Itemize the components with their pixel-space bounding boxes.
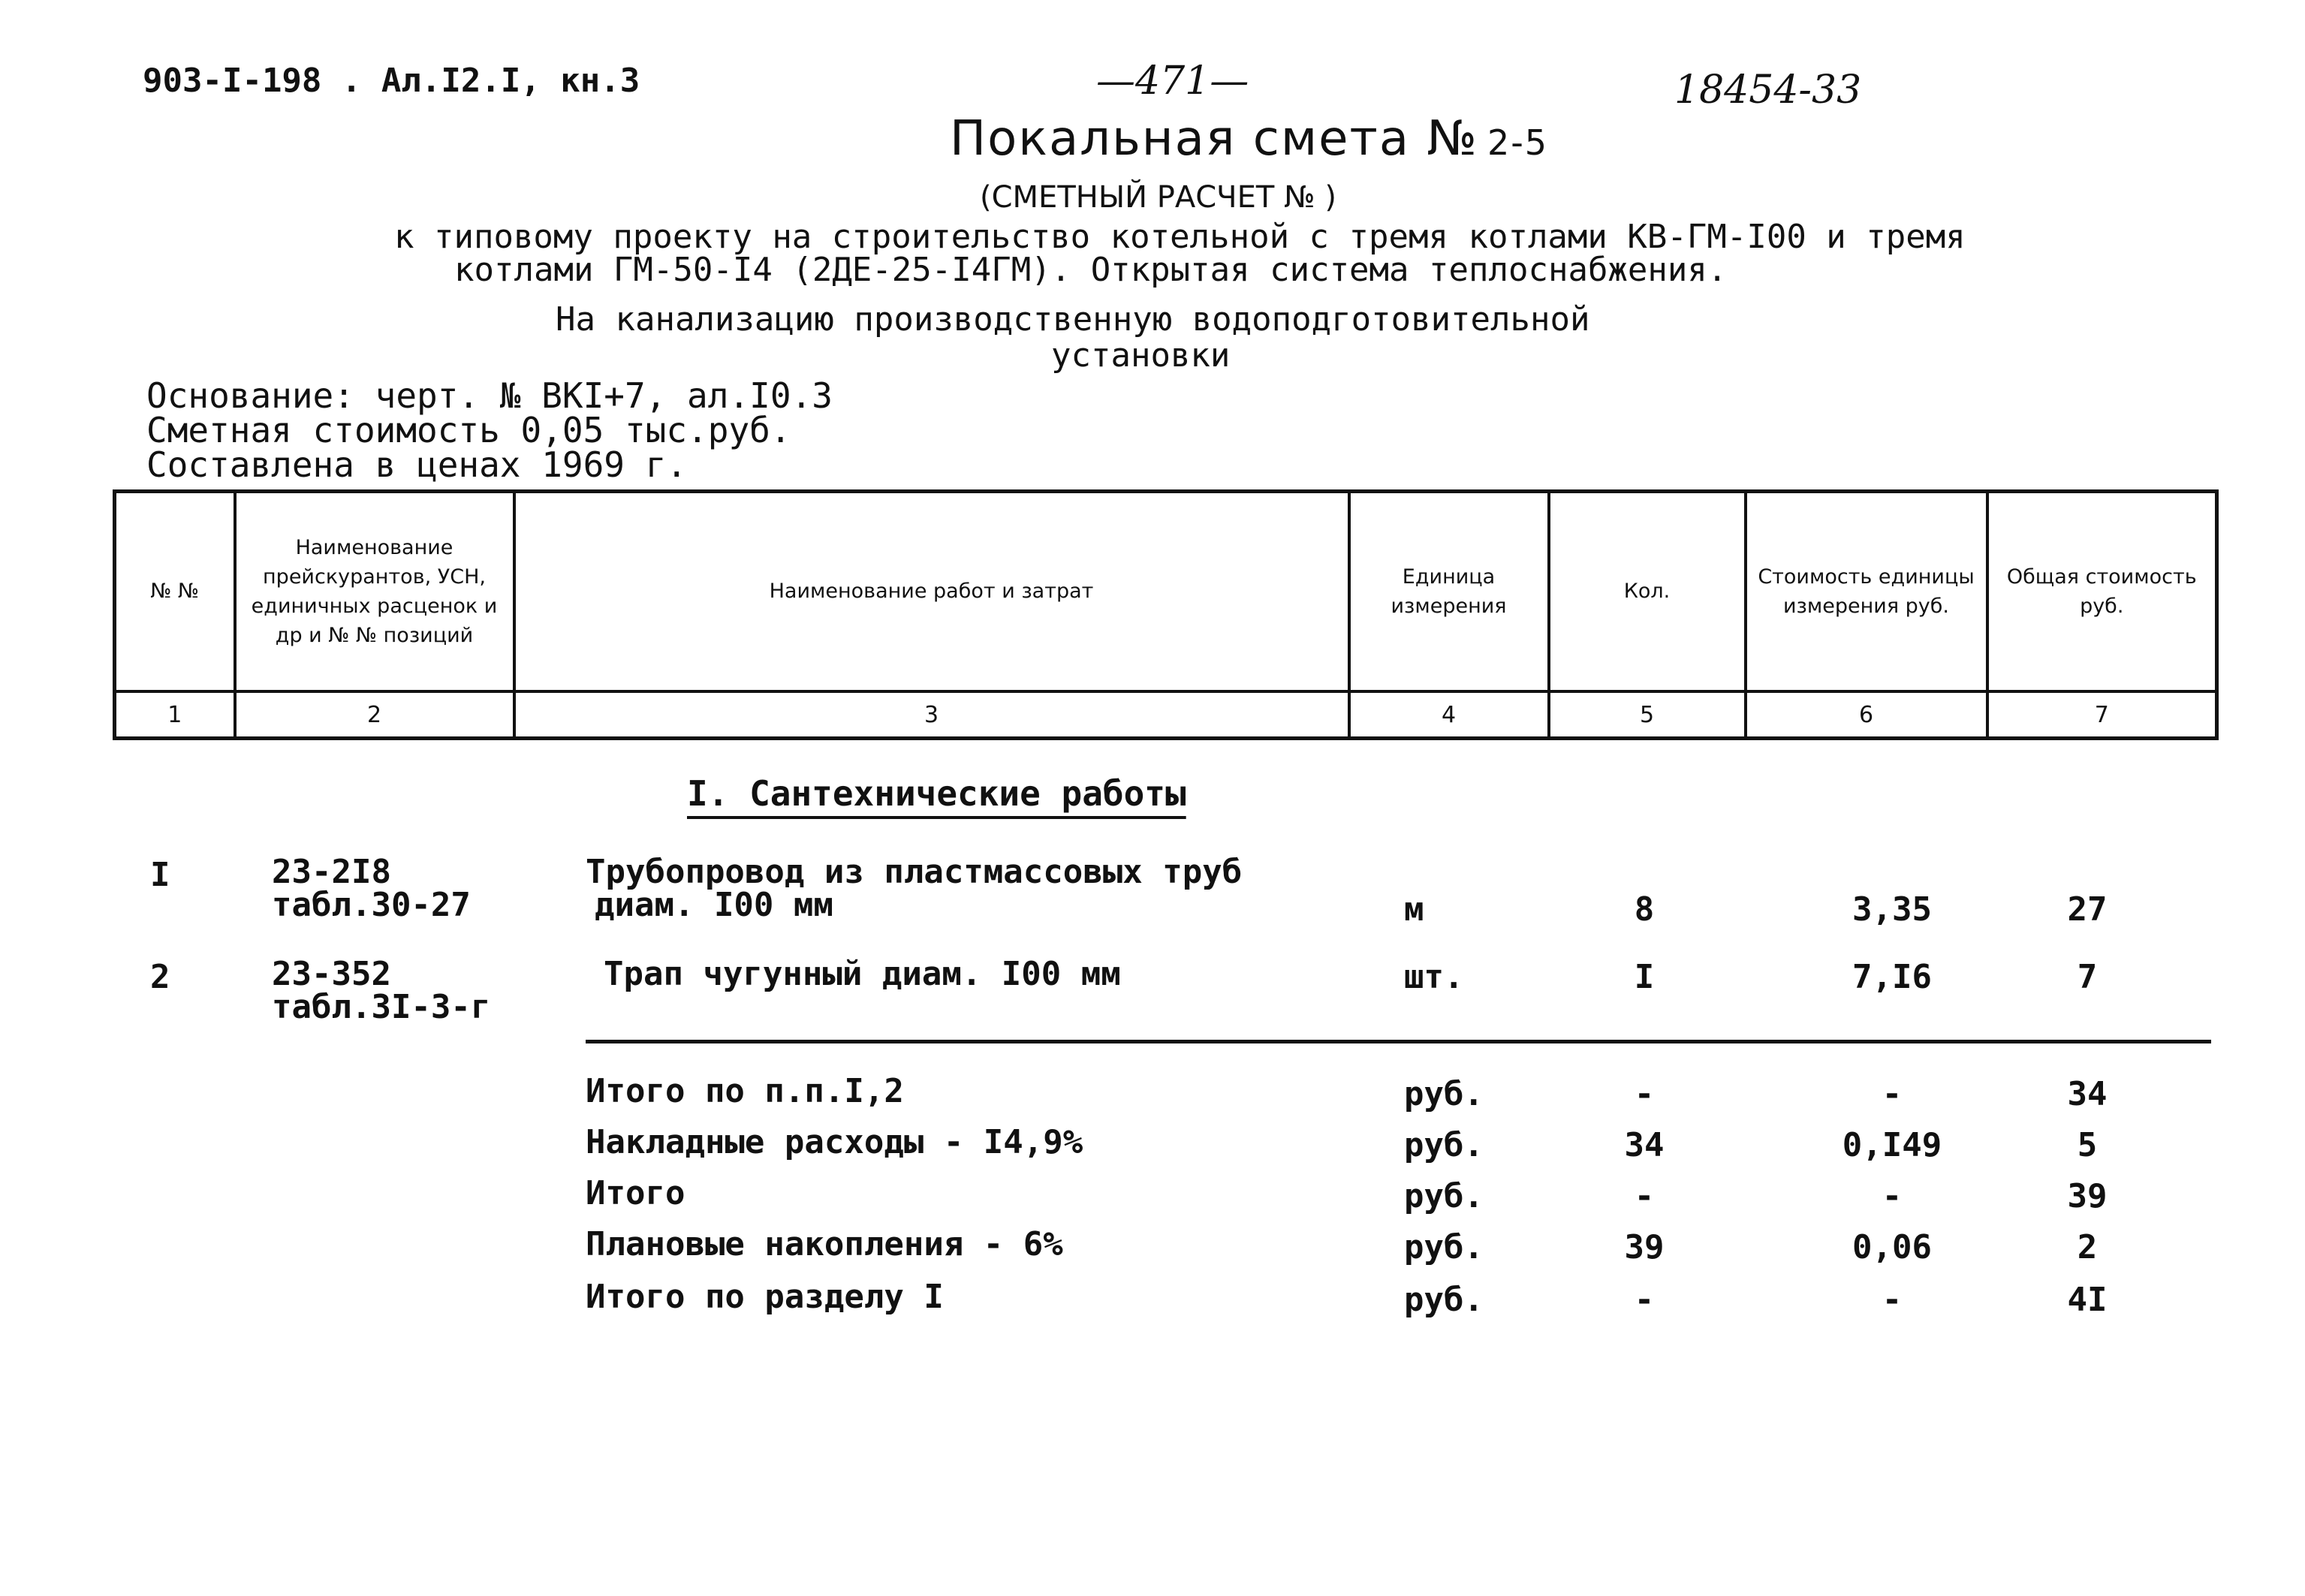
summary-quantity: - xyxy=(1634,1075,1655,1113)
description-line-1: к типовому проекту на строительство котельной с тремя котлами КВ-ГМ-I00 и тремя xyxy=(394,218,1966,256)
column-number: 7 xyxy=(1987,691,2217,739)
summary-total: 5 xyxy=(2077,1126,2098,1164)
summary-quantity: 34 xyxy=(1624,1126,1665,1164)
summary-unit: руб. xyxy=(1404,1228,1484,1266)
row-code-line: табл.3I-3-г xyxy=(272,988,491,1026)
summary-name: Итого по разделу I xyxy=(586,1278,944,1316)
summary-total: 4I xyxy=(2067,1281,2108,1319)
table-header-row xyxy=(115,492,2217,692)
summary-quantity: - xyxy=(1634,1281,1655,1319)
row-unit: шт. xyxy=(1404,958,1464,996)
row-unit: м xyxy=(1404,890,1424,929)
subtitle: (СМЕТНЫЙ РАСЧЕТ № ) xyxy=(980,180,1336,215)
summary-name: Итого xyxy=(586,1174,685,1212)
row-code-line: 23-352 xyxy=(272,955,391,993)
summary-name: Итого по п.п.I,2 xyxy=(586,1072,904,1110)
page-title xyxy=(950,111,1548,167)
summary-unit: руб. xyxy=(1404,1075,1484,1113)
row-total: 7 xyxy=(2077,958,2098,996)
section-description-line-2: установки xyxy=(1051,336,1231,375)
column-number: 5 xyxy=(1549,691,1746,739)
title-number: 2-5 xyxy=(1487,122,1549,163)
header-cell-pricelist: Наименование прейскурантов, УСН, единичных расценок и др и № № позиций xyxy=(235,492,514,692)
row-code xyxy=(272,853,471,924)
row-code-line: 23-2I8 xyxy=(272,853,391,891)
row-number: I xyxy=(150,856,170,894)
row-name: Трап чугунный диам. I00 мм xyxy=(604,955,1121,993)
page-number: —471— xyxy=(1096,59,1249,104)
row-name-line: Трубопровод из пластмассовых труб xyxy=(586,853,1243,891)
header-cell-quantity: Кол. xyxy=(1549,492,1746,692)
section-title: I. Сантехнические работы xyxy=(687,773,1186,814)
column-number-row xyxy=(115,691,2217,739)
summary-name: Накладные расходы - I4,9% xyxy=(586,1123,1083,1161)
column-number: 2 xyxy=(235,691,514,739)
summary-unit: руб. xyxy=(1404,1281,1484,1319)
summary-unit-price: - xyxy=(1882,1177,1903,1215)
column-number: 1 xyxy=(115,691,235,739)
section-description-line-1: На канализацию производственную водоподготовительной xyxy=(556,300,1590,339)
summary-name: Плановые накопления - 6% xyxy=(586,1225,1063,1263)
summary-unit-price: 0,I49 xyxy=(1842,1126,1942,1164)
header-cell-work-name: Наименование работ и затрат xyxy=(514,492,1349,692)
row-name xyxy=(586,853,1243,924)
title-text: Покальная смета № xyxy=(950,111,1478,167)
estimate-header-table xyxy=(113,489,2219,740)
summary-total: 2 xyxy=(2077,1228,2098,1266)
row-code xyxy=(272,955,491,1026)
row-unit-price: 3,35 xyxy=(1852,890,1932,929)
summary-unit-price: 0,06 xyxy=(1852,1228,1932,1266)
basis-line: Основание: черт. № ВКI+7, ал.I0.3 xyxy=(146,375,833,416)
summary-quantity: - xyxy=(1634,1177,1655,1215)
summary-total: 39 xyxy=(2067,1177,2108,1215)
summary-unit: руб. xyxy=(1404,1177,1484,1215)
row-number: 2 xyxy=(150,958,170,996)
summary-unit-price: - xyxy=(1882,1281,1903,1319)
document-reference: 903-I-198 . Ал.I2.I, кн.3 xyxy=(143,62,640,100)
row-name-line: диам. I00 мм xyxy=(595,886,833,924)
column-number: 6 xyxy=(1746,691,1987,739)
row-quantity: I xyxy=(1634,958,1655,996)
column-number: 4 xyxy=(1349,691,1549,739)
inventory-number: 18454-33 xyxy=(1674,68,1862,113)
row-code-line: табл.30-27 xyxy=(272,886,471,924)
summary-quantity: 39 xyxy=(1624,1228,1665,1266)
row-total: 27 xyxy=(2067,890,2108,929)
summary-unit: руб. xyxy=(1404,1126,1484,1164)
estimated-cost-line: Сметная стоимость 0,05 тыс.руб. xyxy=(146,410,791,450)
row-quantity: 8 xyxy=(1634,890,1655,929)
header-cell-total-cost: Общая стоимость руб. xyxy=(1987,492,2217,692)
header-cell-unit: Единица измерения xyxy=(1349,492,1549,692)
divider-line xyxy=(586,1040,2211,1043)
header-cell-unit-cost: Стоимость единицы измерения руб. xyxy=(1746,492,1987,692)
price-base-line: Составлена в ценах 1969 г. xyxy=(146,444,688,485)
summary-total: 34 xyxy=(2067,1075,2108,1113)
header-cell-number: № № xyxy=(115,492,235,692)
row-unit-price: 7,I6 xyxy=(1852,958,1932,996)
column-number: 3 xyxy=(514,691,1349,739)
description-line-2: котлами ГМ-50-I4 (2ДЕ-25-I4ГМ). Открытая система теплоснабжения. xyxy=(454,251,1728,289)
summary-unit-price: - xyxy=(1882,1075,1903,1113)
